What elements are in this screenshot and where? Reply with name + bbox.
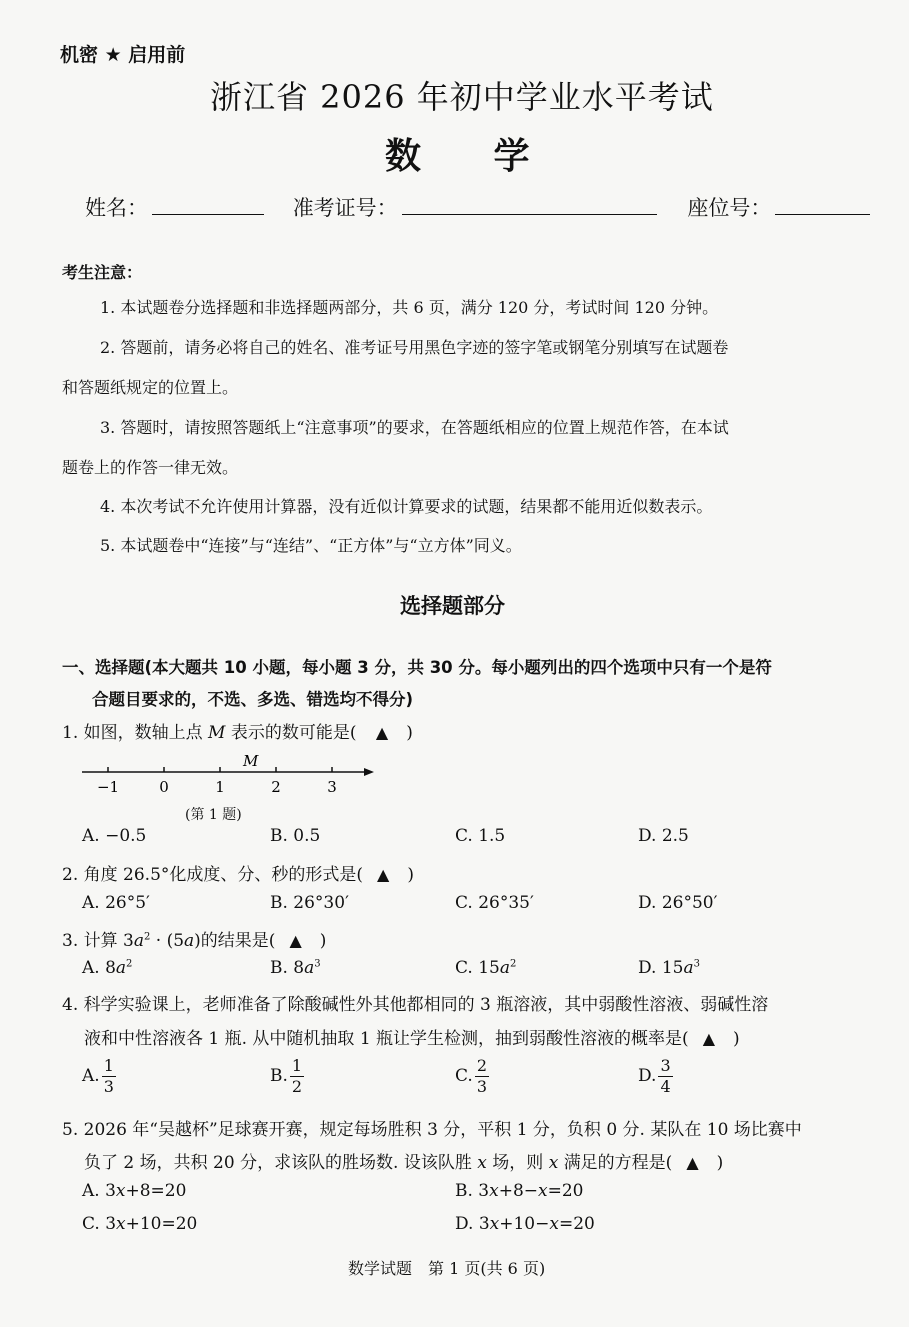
q5-var: x [538, 1181, 548, 1201]
q1-figure-caption: (第 1 题) [185, 807, 242, 823]
q4-option-d[interactable] [638, 1058, 673, 1095]
q5-stem-text: 负了 2 场，共积 20 分，求该队的胜场数. 设该队胜 [84, 1153, 472, 1173]
name-field[interactable] [152, 194, 264, 215]
notice-title: 考生注意： [62, 263, 143, 282]
q5-option-text: =20 [558, 1214, 595, 1234]
ticket-label: 准考证号： [292, 196, 398, 220]
q3-stem-text-2: · (5 [150, 931, 185, 951]
q5-var: x [489, 1214, 500, 1234]
answer-triangle-icon: ▲ [686, 1153, 699, 1172]
page-footer: 数学试题 第 1 页(共 6 页) [348, 1259, 546, 1278]
q2-option-a[interactable]: A. 26°5′ [82, 893, 150, 913]
denominator: 3 [103, 1077, 114, 1096]
q5-var: x [116, 1214, 126, 1234]
q4-option-c[interactable] [455, 1058, 489, 1095]
q1-stem-close: ) [406, 723, 413, 743]
answer-triangle-icon: ▲ [377, 865, 390, 884]
q2-stem-text: 2. 角度 26.5°化成度、分、秒的形式是( [62, 865, 364, 885]
numerator: 3 [660, 1056, 671, 1075]
q5-option-b[interactable] [455, 1181, 584, 1201]
q5-var: x [548, 1153, 559, 1173]
q2-option-b[interactable]: B. 26°30′ [270, 893, 349, 913]
name-label: 姓名： [85, 196, 148, 220]
q3-exponent: 2 [126, 958, 133, 970]
q3-option-c-text: C. 15 [455, 958, 500, 978]
q3-stem-text: 3. 计算 3 [62, 931, 134, 951]
q3-stem-text-3: )的结果是( [194, 931, 276, 951]
notice-line-1: 1. 本试题卷分选择题和非选择题两部分，共 6 页，满分 120 分，考试时间 120 分钟。 [100, 298, 719, 317]
notice-line-2a: 2. 答题前，请务必将自己的姓名、准考证号用黑色字迹的签字笔或钢笔分别填写在试题卷 [100, 338, 729, 357]
denominator: 3 [476, 1077, 487, 1096]
number-line-figure [80, 752, 380, 802]
q3-exponent: 2 [143, 931, 151, 943]
number-line-tick-label: 0 [159, 778, 169, 796]
candidate-info-row [85, 192, 870, 222]
notice-line-5: 5. 本试题卷中“连接”与“连结”、“正方体”与“立方体”同义。 [100, 536, 522, 555]
q3-var: a [499, 958, 510, 978]
q1-stem [62, 718, 413, 743]
q4-stem-close: ) [733, 1029, 740, 1049]
q3-var: a [115, 958, 127, 978]
q2-option-d[interactable]: D. 26°50′ [638, 893, 718, 913]
q1-stem-text: 1. 如图，数轴上点 [62, 723, 203, 743]
q4-option-label: D. [638, 1066, 657, 1086]
q3-var: a [304, 958, 315, 978]
q5-option-text: +8− [498, 1181, 539, 1201]
q4-stem-b [84, 1024, 740, 1049]
q1-stem-text-2: 表示的数可能是( [230, 723, 357, 743]
q4-option-label: B. [270, 1066, 288, 1086]
confidential-label: 机密 ★ 启用前 [60, 44, 186, 66]
q1-option-b[interactable]: B. 0.5 [270, 826, 321, 846]
q4-option-a[interactable] [82, 1058, 116, 1095]
q1-option-a[interactable]: A. −0.5 [82, 826, 147, 846]
q5-var: x [115, 1181, 126, 1201]
q3-option-c[interactable] [455, 958, 516, 978]
q4-option-label: A. [82, 1066, 100, 1086]
q1-option-d[interactable]: D. 2.5 [638, 826, 689, 846]
q1-option-c[interactable]: C. 1.5 [455, 826, 506, 846]
q3-var: a [133, 931, 144, 951]
exam-title: 浙江省 2026 年初中学业水平考试 [210, 78, 714, 116]
q5-var: x [489, 1181, 499, 1201]
q3-var: a [184, 931, 195, 951]
q3-option-a[interactable] [82, 958, 132, 978]
answer-triangle-icon: ▲ [289, 931, 302, 950]
q5-stem-text-3: 满足的方程是( [563, 1153, 673, 1173]
q5-option-text: D. 3 [455, 1214, 490, 1234]
denominator: 2 [291, 1077, 303, 1096]
q3-exponent: 3 [693, 958, 700, 970]
q3-var: a [683, 958, 694, 978]
section-title: 选择题部分 [400, 594, 505, 618]
q4-stem-text: 液和中性溶液各 1 瓶. 从中随机抽取 1 瓶让学生检测，抽到弱酸性溶液的概率是( [84, 1029, 689, 1049]
subject-title: 数 学 [385, 136, 530, 177]
q5-stem-a: 5. 2026 年“吴越杯”足球赛开赛，规定每场胜积 3 分，平积 1 分，负积 0 分. 某队在 10 场比赛中 [62, 1120, 802, 1140]
q3-stem [62, 926, 326, 951]
q2-stem-close: ) [407, 865, 414, 885]
q5-option-text: =20 [547, 1181, 584, 1201]
q3-stem-close: ) [319, 931, 327, 951]
q4-stem-a: 4. 科学实验课上，老师准备了除酸碱性外其他都相同的 3 瓶溶液，其中弱酸性溶液、弱碱性溶 [62, 995, 769, 1015]
numerator: 1 [291, 1056, 303, 1075]
q3-option-b[interactable] [270, 958, 321, 978]
q3-option-a-text: A. 8 [82, 958, 116, 978]
q3-option-d-text: D. 15 [638, 958, 684, 978]
part1-heading-a: 一、选择题(本大题共 10 小题，每小题 3 分，共 30 分。每小题列出的四个选项中只有一个是符 [62, 658, 772, 677]
q3-option-d[interactable] [638, 958, 700, 978]
number-line-tick-label: 2 [271, 778, 281, 796]
q5-stem-close: ) [716, 1153, 724, 1173]
q4-option-label: C. [455, 1066, 473, 1086]
number-line-tick-label: 1 [215, 778, 225, 796]
q5-option-text: C. 3 [82, 1214, 117, 1234]
q5-stem-b [84, 1148, 723, 1173]
q2-option-c[interactable]: C. 26°35′ [455, 893, 534, 913]
point-m-label: M [243, 752, 259, 770]
q5-var: x [549, 1214, 559, 1234]
q5-option-text: +10=20 [125, 1214, 198, 1234]
numerator: 1 [103, 1056, 114, 1075]
number-line-tick-label: 3 [327, 778, 337, 796]
q2-stem [62, 860, 414, 885]
fraction [475, 1058, 489, 1095]
fraction [290, 1058, 304, 1095]
q5-option-text: A. 3 [82, 1181, 116, 1201]
part1-heading-b: 合题目要求的，不选、多选、错选均不得分) [92, 690, 414, 709]
numerator: 2 [476, 1056, 487, 1075]
q1-point-var: M [208, 723, 226, 743]
denominator: 4 [660, 1077, 671, 1096]
number-line-arrow-icon [364, 768, 374, 776]
fraction [102, 1058, 116, 1095]
q5-option-text: +8=20 [125, 1181, 187, 1201]
q3-exponent: 2 [509, 958, 517, 970]
notice-line-4: 4. 本次考试不允许使用计算器，没有近似计算要求的试题，结果都不能用近似数表示。 [100, 497, 713, 516]
fraction [658, 1058, 672, 1095]
seat-number-field[interactable] [775, 194, 870, 215]
q4-option-b[interactable] [270, 1058, 304, 1095]
q3-option-b-text: B. 8 [270, 958, 305, 978]
q5-option-text: B. 3 [455, 1181, 490, 1201]
q5-stem-text-2: 场，则 [492, 1153, 544, 1173]
q5-option-c[interactable] [82, 1214, 197, 1234]
answer-triangle-icon: ▲ [702, 1029, 715, 1048]
q5-var: x [477, 1153, 487, 1173]
q3-exponent: 3 [314, 958, 321, 970]
notice-line-3b: 题卷上的作答一律无效。 [62, 458, 239, 477]
number-line-tick-label: −1 [96, 778, 120, 796]
q5-option-a[interactable] [82, 1181, 186, 1201]
q5-option-text: +10− [499, 1214, 550, 1234]
seat-label: 座位号： [687, 196, 772, 220]
notice-line-2b: 和答题纸规定的位置上。 [62, 378, 239, 397]
notice-line-3a: 3. 答题时，请按照答题纸上“注意事项”的要求，在答题纸相应的位置上规范作答，在本试 [100, 418, 729, 437]
ticket-number-field[interactable] [402, 194, 657, 215]
answer-triangle-icon: ▲ [375, 723, 389, 742]
q5-option-d[interactable] [455, 1214, 595, 1234]
